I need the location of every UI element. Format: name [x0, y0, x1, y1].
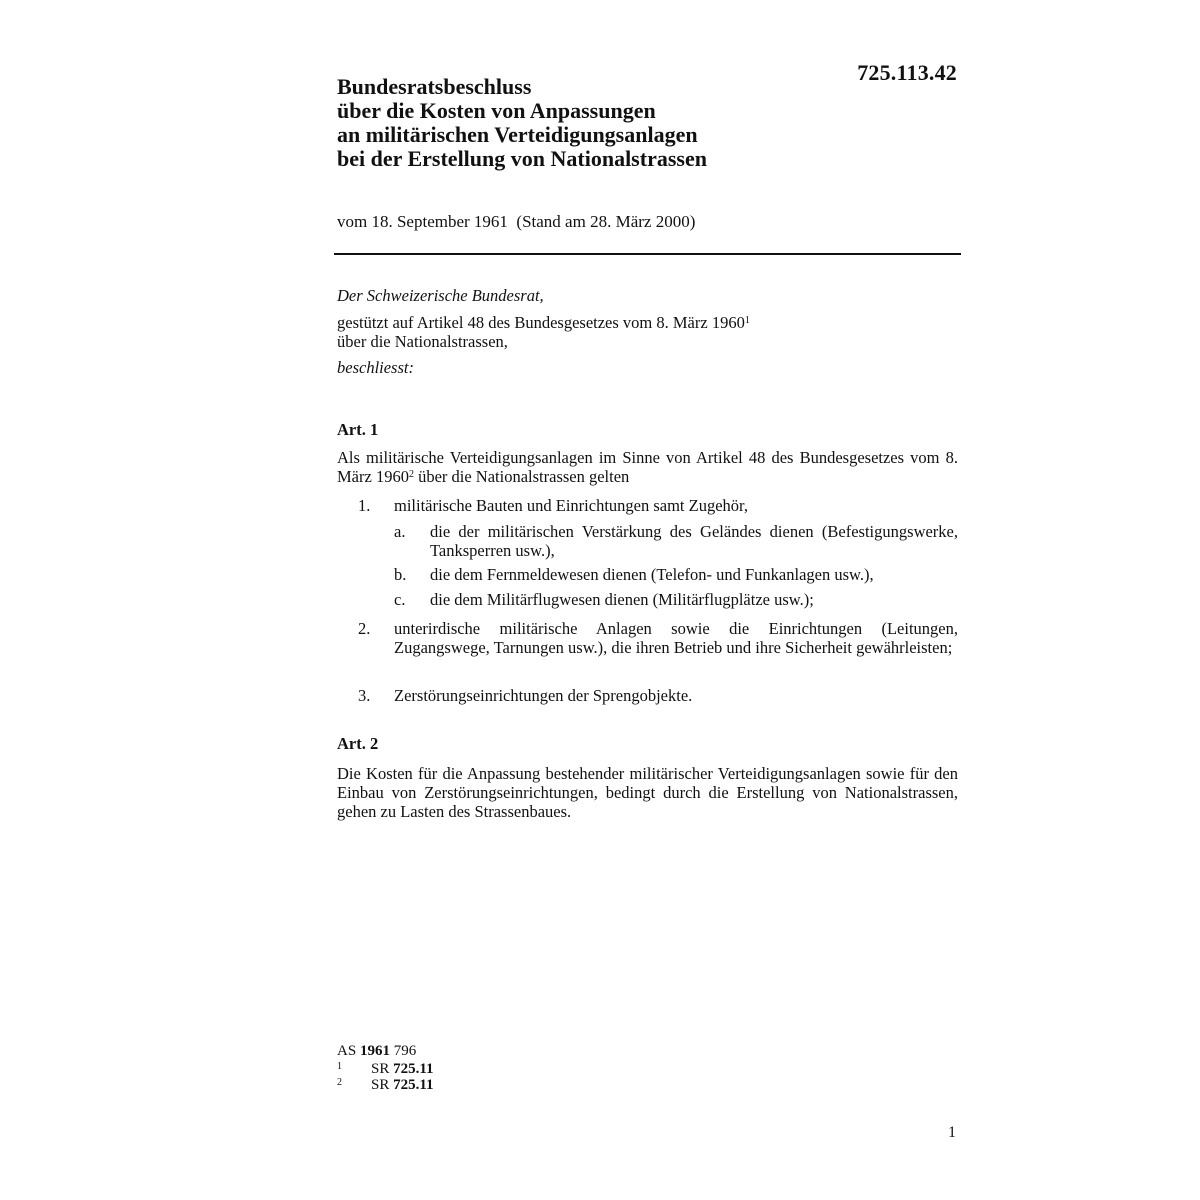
- footnote-text: [371, 1077, 434, 1094]
- preamble-basis-text: gestützt auf Artikel 48 des Bundesgesetzes vom 8. März 1960: [337, 313, 745, 332]
- official-compilation-ref: [337, 1043, 416, 1061]
- title-line: über die Kosten von Anpassungen: [337, 98, 656, 123]
- footnote-ref-number[interactable]: 725.11: [393, 1061, 434, 1077]
- as-year: 1961: [359, 1043, 390, 1059]
- footnotes: [337, 1043, 434, 1093]
- document-title: [337, 75, 897, 171]
- sub-item-text: die dem Militärflugwesen dienen (Militärflugplätze usw.);: [430, 590, 814, 609]
- footnote-prefix: SR: [371, 1077, 390, 1093]
- title-line: Bundesratsbeschluss: [337, 74, 532, 99]
- list-item-text: unterirdische militärische Anlagen sowie die Einrichtungen (Leitungen, Zugangswege, Tarnungen usw.), die ihren Betrieb und ihre Sicherheit gewährleisten;: [394, 619, 958, 657]
- date-line: vom 18. September 1961 (Stand am 28. März 2000): [337, 212, 696, 231]
- footnote-text: [371, 1061, 434, 1078]
- list-item-number: 3.: [358, 686, 371, 705]
- sub-item-letter: b.: [394, 565, 407, 584]
- sub-item-letter: c.: [394, 590, 406, 609]
- article-2-text: Die Kosten für die Anpassung bestehender militärischer Verteidigungsanlagen sowie für den Einbau von Zerstörungseinrichtungen, bedingt durch die Erstellung von Nationalstrassen, gehen zu Lasten des Strassenbaues.: [337, 764, 958, 821]
- footnote-ref[interactable]: 2: [408, 469, 414, 480]
- list-item-number: 1.: [358, 496, 371, 515]
- as-prefix: AS: [337, 1043, 357, 1059]
- article-1-heading: Art. 1: [337, 420, 379, 439]
- page-number: 1: [948, 1124, 956, 1141]
- list-item-text: militärische Bauten und Einrichtungen samt Zugehör,: [394, 496, 749, 515]
- sr-number: 725.113.42: [857, 60, 957, 85]
- article-1-intro: [337, 448, 958, 486]
- article-1-intro-text-end: über die Nationalstrassen gelten: [413, 467, 630, 486]
- footnote-mark: 2: [337, 1077, 342, 1088]
- sub-item-text: die der militärischen Verstärkung des Geländes dienen (Befestigungswerke, Tanksperren usw.),: [430, 522, 958, 560]
- preamble-basis: [337, 313, 750, 332]
- as-page: 796: [393, 1043, 417, 1059]
- preamble-basis-continued: über die Nationalstrassen,: [337, 332, 508, 351]
- article-1-intro-text: Als militärische Verteidigungsanlagen im Sinne von Artikel 48 des Bundesgesetzes vom 8. März 1960: [337, 448, 958, 486]
- footnote-item: [337, 1077, 434, 1093]
- list-item-number: 2.: [358, 619, 371, 638]
- article-2-heading: Art. 2: [337, 734, 379, 753]
- list-item-text: Zerstörungseinrichtungen der Sprengobjekte.: [394, 686, 693, 705]
- footnote-prefix: SR: [371, 1061, 390, 1077]
- title-line: an militärischen Verteidigungsanlagen: [337, 122, 698, 147]
- sub-item-text: die dem Fernmeldewesen dienen (Telefon- und Funkanlagen usw.),: [430, 565, 874, 584]
- sub-item-letter: a.: [394, 522, 406, 541]
- title-line: bei der Erstellung von Nationalstrassen: [337, 146, 707, 171]
- footnote-ref-number[interactable]: 725.11: [393, 1077, 434, 1093]
- header-divider: [334, 253, 961, 255]
- footnote-mark: 1: [337, 1061, 342, 1072]
- footnote-ref[interactable]: 1: [744, 315, 750, 326]
- footnote-item: [337, 1061, 434, 1077]
- preamble-issuer: Der Schweizerische Bundesrat,: [337, 286, 544, 305]
- preamble-decision: beschliesst:: [337, 358, 414, 377]
